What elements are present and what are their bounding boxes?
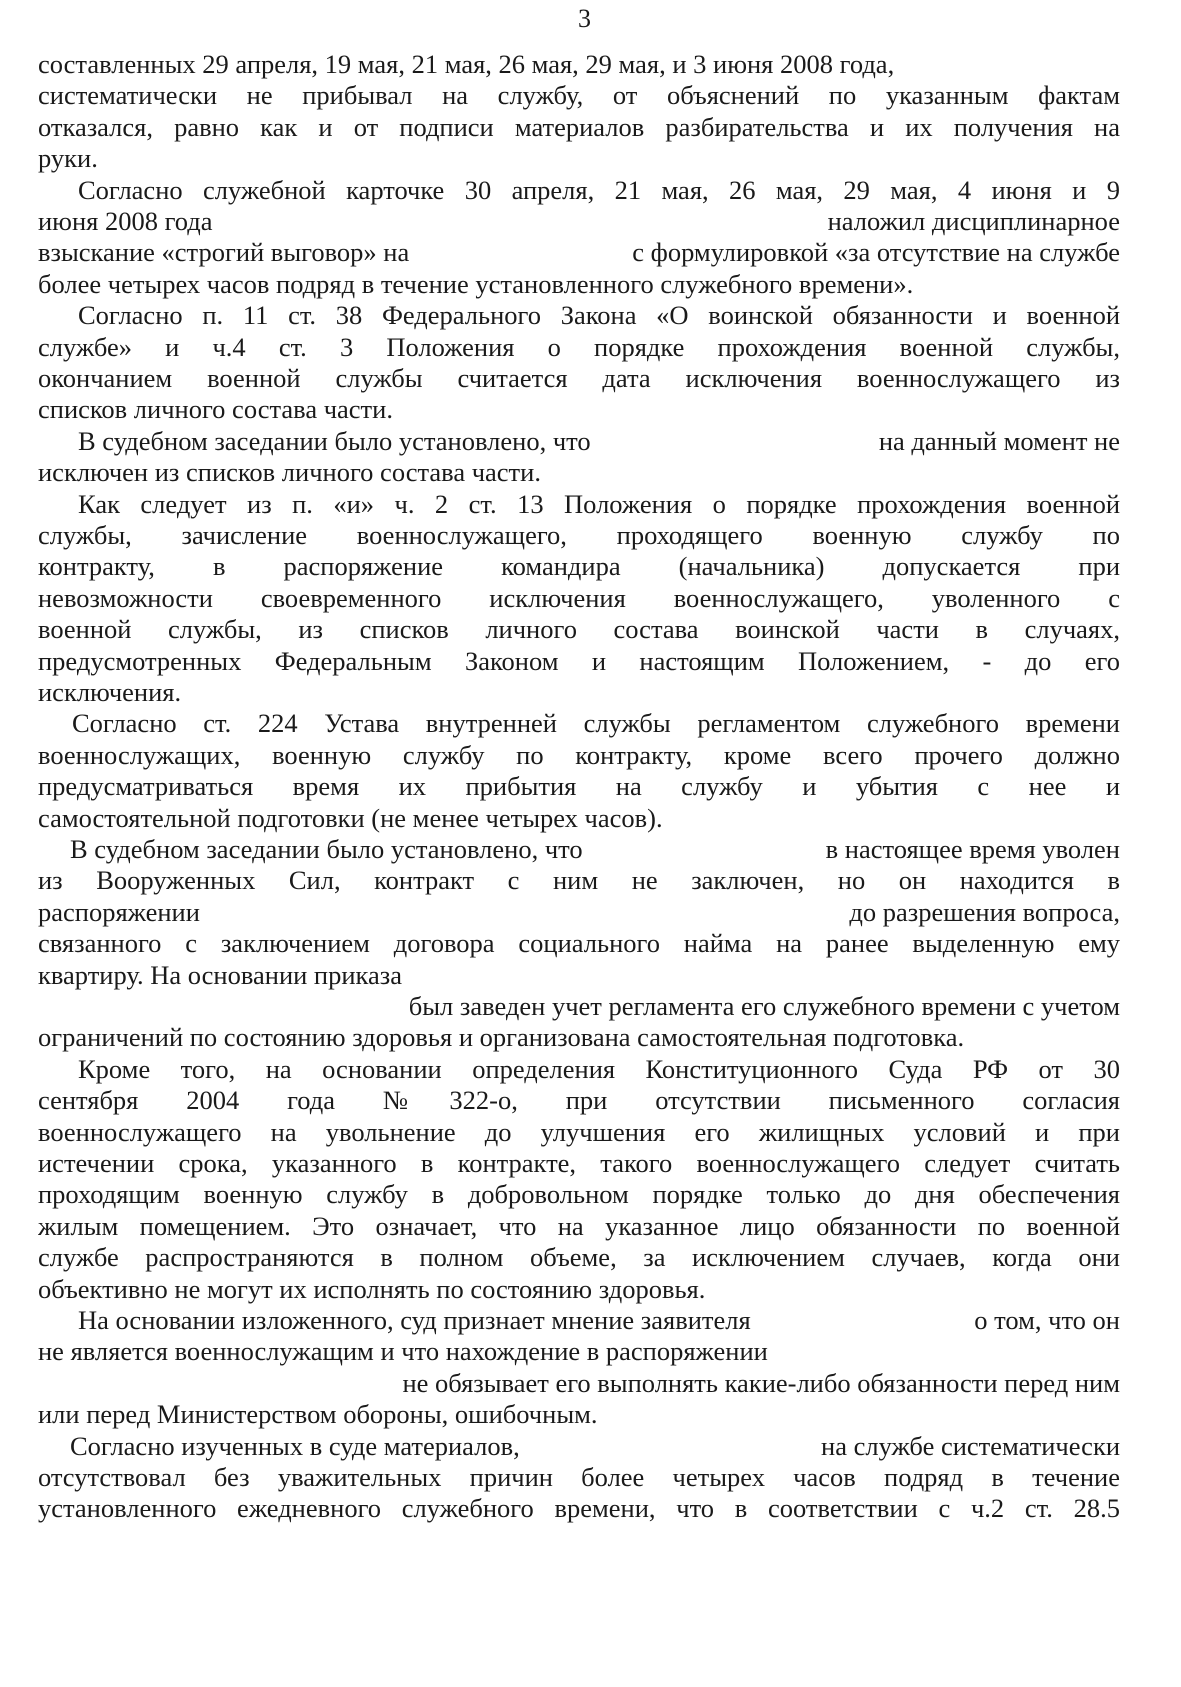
text-line (38, 676, 1120, 709)
text-line (38, 1335, 1120, 1368)
text-line (38, 299, 1120, 332)
text-line-end: в настоящее время уволен (825, 834, 1120, 864)
text-line-content: связанного с заключением договора социального найма на ранее выделенную ему (38, 928, 1120, 959)
text-line (38, 896, 1120, 929)
text-line (38, 833, 1120, 866)
text-line-content: Кроме того, на основании определения Конституционного Суда РФ от 30 (78, 1053, 1120, 1084)
text-line-end: с формулировкой «за отсутствие на службе (632, 237, 1120, 268)
text-line-content: самостоятельной подготовки (не менее четырех часов). (38, 802, 663, 833)
text-line-content: службе распространяются в полном объеме, за исключением случаев, когда они (38, 1242, 1120, 1273)
text-line (38, 205, 1120, 238)
text-line (38, 456, 1120, 489)
text-line (38, 1398, 1120, 1431)
text-line-content: систематически не прибывал на службу, от объяснений по указанным фактам (38, 80, 1120, 111)
text-line-content: Согласно п. 11 ст. 38 Федерального Закона «О воинской обязанности и военной (78, 300, 1120, 331)
page-number: 3 (578, 4, 591, 33)
text-line (38, 331, 1120, 364)
text-line (38, 174, 1120, 207)
text-line-start: распоряжении (38, 896, 200, 927)
text-line (38, 1430, 1120, 1463)
text-line-content: проходящим военную службу в добровольном порядке только до дня обеспечения (38, 1179, 1120, 1210)
text-line-end: наложил дисциплинарное (827, 206, 1120, 236)
text-line-start: июня 2008 года (38, 206, 213, 236)
text-line (38, 1147, 1120, 1180)
text-line (38, 488, 1120, 521)
text-line-content: контракту, в распоряжение командира (начальника) допускается при (38, 551, 1120, 582)
text-line (38, 425, 1120, 458)
text-line-content: Согласно ст. 224 Устава внутренней службы регламентом служебного времени (72, 708, 1120, 739)
text-line-content: военнослужащих, военную службу по контракту, кроме всего прочего должно (38, 739, 1120, 770)
text-line (38, 48, 1120, 81)
text-line (38, 1461, 1120, 1494)
text-line (38, 1210, 1120, 1243)
text-line-content: службе» и ч.4 ст. 3 Положения о порядке прохождения военной службы, (38, 331, 1120, 362)
text-line (38, 1241, 1120, 1274)
text-line (38, 802, 1120, 835)
text-line-start: взыскание «строгий выговор» на (38, 237, 410, 268)
text-line-end: был заведен учет регламента его служебного времени с учетом (408, 991, 1120, 1021)
text-line (38, 645, 1120, 678)
text-line (38, 1084, 1120, 1117)
text-line-end: на данный момент не (878, 425, 1120, 456)
text-line (38, 362, 1120, 395)
text-line (38, 613, 1120, 646)
text-line-content: Как следует из п. «и» ч. 2 ст. 13 Положения о порядке прохождения военной (78, 488, 1120, 519)
text-line (38, 1273, 1120, 1306)
text-line (38, 1492, 1120, 1525)
text-line-content: службы, зачисление военнослужащего, проходящего военную службу по (38, 520, 1120, 550)
text-line (38, 927, 1120, 960)
text-line-content: истечении срока, указанного в контракте, такого военнослужащего следует считать (38, 1148, 1120, 1178)
text-line-end: на службе систематически (821, 1430, 1120, 1461)
text-line-content: исключения. (38, 677, 182, 707)
text-line (38, 1021, 1120, 1054)
text-line-end: до разрешения вопроса, (849, 896, 1120, 927)
text-line-content: отказался, равно как и от подписи материалов разбирательства и их получения на (38, 111, 1120, 142)
text-line-content: сентября 2004 года №322-о, при отсутствии письменного согласия (38, 1085, 1120, 1116)
text-line (38, 990, 1120, 1023)
text-line-content: списков личного состава части. (38, 394, 393, 425)
text-line-content: военной службы, из списков личного состава воинской части в случаях, (38, 614, 1120, 645)
text-line (38, 707, 1120, 740)
text-line-content: из Вооруженных Сил, контракт с ним не заключен, но он находится в (38, 865, 1120, 896)
text-line (38, 79, 1120, 112)
text-line-end: о том, что он (974, 1305, 1120, 1335)
text-line-start: В судебном заседании было установлено, что (78, 425, 591, 456)
text-line (38, 1116, 1120, 1149)
text-line (38, 582, 1120, 615)
text-line-content: окончанием военной службы считается дата исключения военнослужащего из (38, 363, 1120, 393)
text-line (38, 1367, 1120, 1400)
text-line-content: предусмотренных Федеральным Законом и настоящим Положением, - до его (38, 645, 1120, 676)
text-line-content: или перед Министерством обороны, ошибочным. (38, 1399, 598, 1430)
text-line-content: составленных 29 апреля, 19 мая, 21 мая, 26 мая, 29 мая, и 3 июня 2008 года, (38, 49, 895, 79)
text-line-content: Согласно служебной карточке 30 апреля, 21 мая, 26 мая, 29 мая, 4 июня и 9 (78, 174, 1120, 205)
text-line-content: исключен из списков личного состава части. (38, 457, 541, 488)
text-line-content: руки. (38, 143, 98, 174)
text-line-content: отсутствовал без уважительных причин более четырех часов подряд в течение (38, 1462, 1120, 1492)
text-line (38, 550, 1120, 583)
text-line-content: квартиру. На основании приказа (38, 959, 403, 990)
text-line (38, 111, 1120, 144)
text-line (38, 236, 1120, 269)
text-line-content: военнослужащего на увольнение до улучшения его жилищных условий и при (38, 1116, 1120, 1147)
text-line (38, 1304, 1120, 1337)
text-line (38, 1178, 1120, 1211)
text-line-start: В судебном заседании было установлено, что (70, 834, 583, 864)
text-line-content: предусматриваться время их прибытия на службу и убытия с нее и (38, 771, 1120, 802)
text-line-content: невозможности своевременного исключения военнослужащего, уволенного с (38, 582, 1120, 613)
text-line-content: ограничений по состоянию здоровья и организована самостоятельная подготовка. (38, 1022, 965, 1053)
text-line-content: установленного ежедневного служебного времени, что в соответствии с ч.2 ст. 28.5 (38, 1493, 1120, 1524)
text-line-content: более четырех часов подряд в течение установленного служебного времени». (38, 268, 914, 299)
text-line (38, 864, 1120, 897)
text-line-content: не является военнослужащим и что нахождение в распоряжении (38, 1336, 768, 1367)
text-line-content: объективно не могут их исполнять по состоянию здоровья. (38, 1273, 706, 1304)
text-line (38, 1053, 1120, 1086)
text-line-start: Согласно изученных в суде материалов, (70, 1430, 520, 1461)
text-line-start: На основании изложенного, суд признает мнение заявителя (78, 1305, 751, 1335)
text-line (38, 268, 1120, 301)
text-line (38, 739, 1120, 772)
text-line (38, 519, 1120, 552)
text-line (38, 770, 1120, 803)
text-line (38, 142, 1120, 175)
text-line-content: жилым помещением. Это означает, что на указанное лицо обязанности по военной (38, 1210, 1120, 1241)
text-line (38, 959, 1120, 992)
text-line-end: не обязывает его выполнять какие-либо обязанности перед ним (402, 1367, 1120, 1398)
text-line (38, 393, 1120, 426)
